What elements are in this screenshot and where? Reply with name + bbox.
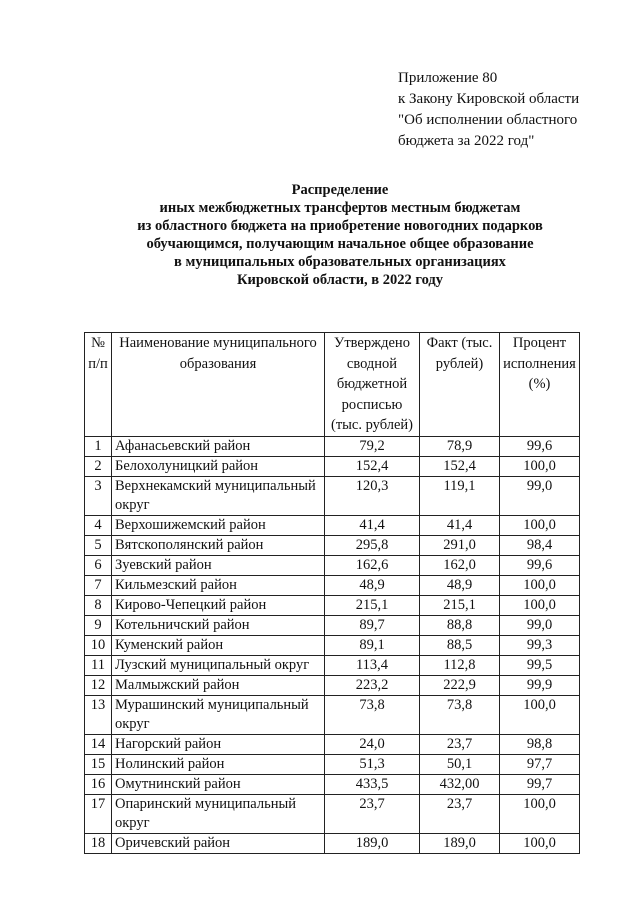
execution-percent: 99,0: [500, 615, 580, 635]
approved-amount: 295,8: [325, 535, 420, 555]
table-row: [85, 754, 580, 774]
row-number: 1: [85, 436, 112, 456]
row-number: 6: [85, 555, 112, 575]
municipality-name: Мурашинский муниципальный округ: [112, 695, 325, 734]
execution-percent: 100,0: [500, 833, 580, 853]
appendix-line: бюджета за 2022 год": [398, 133, 535, 149]
table-row: [85, 436, 580, 456]
execution-percent: 99,7: [500, 774, 580, 794]
fact-amount: 189,0: [420, 833, 500, 853]
fact-amount: 162,0: [420, 555, 500, 575]
table-row: [85, 734, 580, 754]
table-row: [85, 675, 580, 695]
table-row: [85, 515, 580, 535]
fact-amount: 23,7: [420, 794, 500, 833]
approved-amount: 223,2: [325, 675, 420, 695]
table-body: [85, 436, 580, 853]
fact-amount: 48,9: [420, 575, 500, 595]
header-approved: Утверждено сводной бюджетной росписью (тыс. рублей): [325, 333, 420, 437]
fact-amount: 119,1: [420, 476, 500, 515]
title-line: Кировской области, в 2022 году: [236, 272, 444, 288]
appendix-line: к Закону Кировской области: [398, 91, 580, 107]
appendix-note: [398, 68, 579, 152]
row-number: 17: [85, 794, 112, 833]
execution-percent: 99,6: [500, 555, 580, 575]
row-number: 5: [85, 535, 112, 555]
municipality-name: Нолинский район: [112, 754, 325, 774]
execution-percent: 100,0: [500, 595, 580, 615]
municipality-name: Опаринский муниципальный округ: [112, 794, 325, 833]
fact-amount: 78,9: [420, 436, 500, 456]
municipality-name: Верхнекамский муниципальный округ: [112, 476, 325, 515]
row-number: 9: [85, 615, 112, 635]
fact-amount: 432,00: [420, 774, 500, 794]
table-row: [85, 456, 580, 476]
row-number: 7: [85, 575, 112, 595]
fact-amount: 50,1: [420, 754, 500, 774]
fact-amount: 41,4: [420, 515, 500, 535]
table-header-row: [85, 333, 580, 437]
execution-percent: 97,7: [500, 754, 580, 774]
approved-amount: 79,2: [325, 436, 420, 456]
municipality-name: Зуевский район: [112, 555, 325, 575]
approved-amount: 113,4: [325, 655, 420, 675]
municipality-name: Вятскополянский район: [112, 535, 325, 555]
municipality-name: Лузский муниципальный округ: [112, 655, 325, 675]
table-row: [85, 774, 580, 794]
approved-amount: 41,4: [325, 515, 420, 535]
row-number: 16: [85, 774, 112, 794]
fact-amount: 152,4: [420, 456, 500, 476]
header-name: Наименование муниципального образования: [112, 333, 325, 437]
approved-amount: 162,6: [325, 555, 420, 575]
table-row: [85, 555, 580, 575]
title-line: из областного бюджета на приобретение новогодних подарков: [137, 218, 543, 234]
title-line: в муниципальных образовательных организациях: [174, 254, 506, 270]
header-fact: Факт (тыс. рублей): [420, 333, 500, 437]
execution-percent: 99,5: [500, 655, 580, 675]
row-number: 13: [85, 695, 112, 734]
approved-amount: 152,4: [325, 456, 420, 476]
approved-amount: 189,0: [325, 833, 420, 853]
municipality-name: Кильмезский район: [112, 575, 325, 595]
table-row: [85, 535, 580, 555]
row-number: 18: [85, 833, 112, 853]
municipality-name: Кирово-Чепецкий район: [112, 595, 325, 615]
fact-amount: 73,8: [420, 695, 500, 734]
approved-amount: 48,9: [325, 575, 420, 595]
fact-amount: 88,8: [420, 615, 500, 635]
execution-percent: 98,8: [500, 734, 580, 754]
municipality-name: Белохолуницкий район: [112, 456, 325, 476]
row-number: 3: [85, 476, 112, 515]
municipality-name: Омутнинский район: [112, 774, 325, 794]
approved-amount: 89,7: [325, 615, 420, 635]
table-row: [85, 794, 580, 833]
table-row: [85, 695, 580, 734]
table-row: [85, 476, 580, 515]
row-number: 14: [85, 734, 112, 754]
fact-amount: 112,8: [420, 655, 500, 675]
row-number: 12: [85, 675, 112, 695]
distribution-table: [84, 332, 580, 854]
title-line: Распределение: [291, 182, 389, 198]
fact-amount: 215,1: [420, 595, 500, 615]
execution-percent: 100,0: [500, 575, 580, 595]
municipality-name: Малмыжский район: [112, 675, 325, 695]
approved-amount: 215,1: [325, 595, 420, 615]
execution-percent: 99,0: [500, 476, 580, 515]
row-number: 8: [85, 595, 112, 615]
fact-amount: 291,0: [420, 535, 500, 555]
execution-percent: 100,0: [500, 456, 580, 476]
approved-amount: 73,8: [325, 695, 420, 734]
execution-percent: 99,9: [500, 675, 580, 695]
municipality-name: Куменский район: [112, 635, 325, 655]
row-number: 11: [85, 655, 112, 675]
row-number: 10: [85, 635, 112, 655]
header-percent: Процент исполнения (%): [500, 333, 580, 437]
appendix-line: "Об исполнении областного: [398, 112, 578, 128]
municipality-name: Нагорский район: [112, 734, 325, 754]
execution-percent: 100,0: [500, 695, 580, 734]
fact-amount: 222,9: [420, 675, 500, 695]
execution-percent: 99,3: [500, 635, 580, 655]
table-row: [85, 833, 580, 853]
document-title: [100, 181, 580, 289]
table-row: [85, 575, 580, 595]
row-number: 4: [85, 515, 112, 535]
execution-percent: 100,0: [500, 515, 580, 535]
municipality-name: Котельничский район: [112, 615, 325, 635]
table-row: [85, 615, 580, 635]
appendix-line: Приложение 80: [398, 70, 498, 86]
approved-amount: 120,3: [325, 476, 420, 515]
approved-amount: 24,0: [325, 734, 420, 754]
municipality-name: Афанасьевский район: [112, 436, 325, 456]
execution-percent: 98,4: [500, 535, 580, 555]
title-line: обучающимся, получающим начальное общее образование: [146, 236, 534, 252]
table-row: [85, 635, 580, 655]
table-row: [85, 595, 580, 615]
fact-amount: 23,7: [420, 734, 500, 754]
execution-percent: 99,6: [500, 436, 580, 456]
table-row: [85, 655, 580, 675]
approved-amount: 23,7: [325, 794, 420, 833]
header-number: № п/п: [85, 333, 112, 437]
execution-percent: 100,0: [500, 794, 580, 833]
approved-amount: 433,5: [325, 774, 420, 794]
approved-amount: 89,1: [325, 635, 420, 655]
approved-amount: 51,3: [325, 754, 420, 774]
row-number: 2: [85, 456, 112, 476]
municipality-name: Верхошижемский район: [112, 515, 325, 535]
municipality-name: Оричевский район: [112, 833, 325, 853]
title-line: иных межбюджетных трансфертов местным бюджетам: [159, 200, 521, 216]
row-number: 15: [85, 754, 112, 774]
fact-amount: 88,5: [420, 635, 500, 655]
